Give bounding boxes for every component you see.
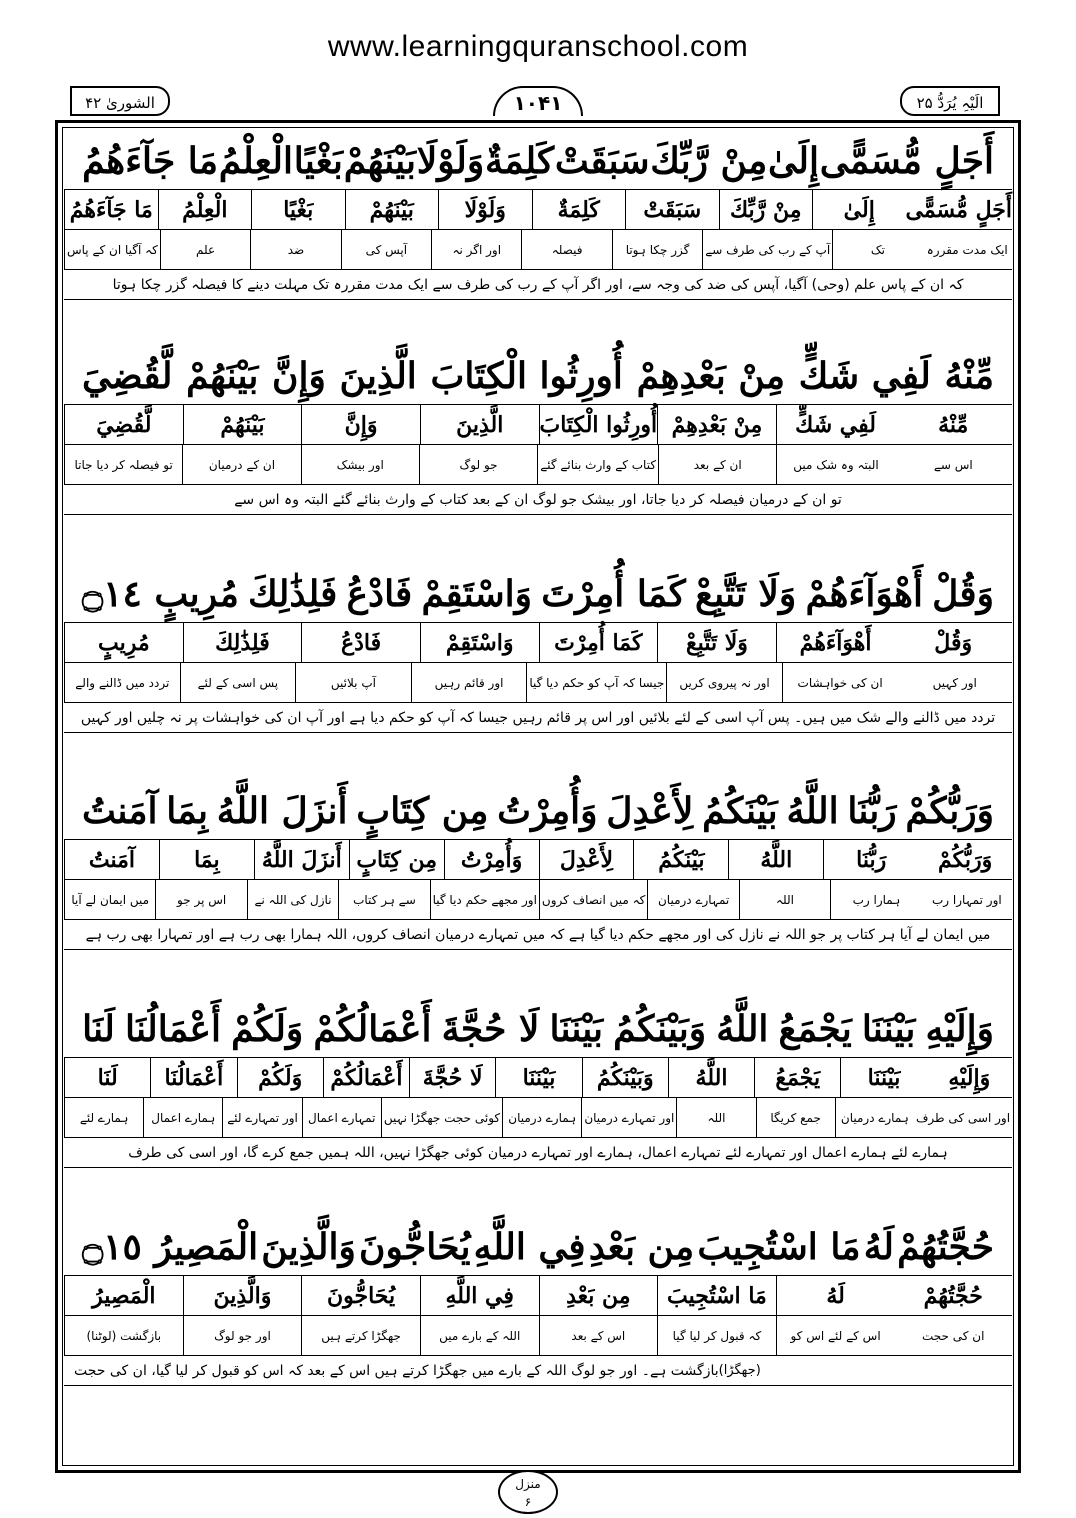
- meaning-cell: جھگڑا کرتے ہیں: [301, 1316, 420, 1355]
- meaning-cell: اور مجھے حکم دیا گیا: [430, 880, 539, 919]
- translation-line: [64, 485, 1012, 515]
- word-row: [64, 840, 1012, 880]
- word-row: [64, 623, 1012, 663]
- verse-word: بَيْنَهُمْ: [343, 139, 417, 182]
- meaning-cell: فیصلہ: [521, 230, 611, 269]
- meaning-cell: سے ہر کتاب: [338, 880, 429, 919]
- verse-word: أَجَلٍ مُّسَمًّى: [819, 139, 994, 182]
- verse-word: مِن بَعْدِ: [588, 1225, 695, 1268]
- word-cell: كَلِمَةٌ: [532, 190, 626, 229]
- meaning-cell: کوئی حجت جھگڑا نہیں: [381, 1098, 502, 1137]
- meaning-cell: ہمارے لئے: [64, 1098, 143, 1137]
- translation-line: [64, 703, 1012, 733]
- word-cell: فَادْعُ: [301, 623, 420, 662]
- verse-word: وَإِنَّ: [272, 354, 326, 397]
- verse-word: وَقُلْ: [932, 572, 994, 615]
- word-cell: الْعِلْمُ: [158, 190, 252, 229]
- verse-word: فَلِذَٰلِكَ: [248, 572, 338, 615]
- verse-word: حُجَّتُهُمْ: [897, 1225, 994, 1268]
- word-cell: وَلَكُمْ: [237, 1058, 323, 1097]
- word-cell: مِنْ بَعْدِهِمْ: [657, 405, 776, 444]
- verse-word: مِنْ بَعْدِهِمْ: [636, 354, 786, 397]
- verse-line: [64, 565, 1012, 623]
- meaning-cell: اس پر جو: [155, 880, 246, 919]
- meaning-cell: اور قائم رہیں: [411, 663, 527, 702]
- meaning-cell: اور تمہارے لئے: [222, 1098, 301, 1137]
- meaning-cell: آپ بلائیں: [295, 663, 411, 702]
- verse-line: [64, 1218, 1012, 1276]
- word-cell: يَجْمَعُ: [754, 1058, 840, 1097]
- translation-text: تو ان کے درمیان فیصلہ کر دیا جاتا، اور بیشک جو لوگ ان کے بعد کتاب کے وارث بنائے گئے البتہ وہ اس سے: [234, 491, 842, 508]
- word-cell: سَبَقَتْ: [625, 190, 719, 229]
- verse-word: مِنْ رَّبِّكَ: [650, 139, 768, 182]
- meaning-cell: کہ قبول کر لیا گیا: [657, 1316, 776, 1355]
- verse-word: الَّذِينَ: [339, 354, 417, 397]
- verse-word: فَادْعُ: [346, 572, 413, 615]
- verse-word: إِلَىٰ: [767, 139, 819, 182]
- meaning-cell: اور جو لوگ: [183, 1316, 302, 1355]
- verse-word: يُحَاجُّونَ: [359, 1225, 471, 1268]
- verse-word: بَيْنَنَا: [549, 1007, 604, 1050]
- word-cell: وَأُمِرْتُ: [444, 840, 539, 879]
- verse-word: أَعْمَالُكُمْ: [313, 1007, 432, 1050]
- verse-line: [64, 347, 1012, 405]
- word-cell: وَقُلْ: [934, 629, 973, 656]
- word-cell: حُجَّتُهُمْ: [923, 1282, 983, 1309]
- word-cell: رَبُّنَا: [823, 840, 918, 879]
- word-cell: مِنْ رَّبِّكَ: [719, 190, 813, 229]
- word-row: [64, 190, 1012, 230]
- word-cell: أَنزَلَ اللَّهُ: [254, 840, 349, 879]
- meaning-cell: اس کے بعد: [539, 1316, 658, 1355]
- verse-word: وَالَّذِينَ: [261, 1225, 356, 1268]
- word-cell: الْمَصِيرُ: [64, 1276, 183, 1315]
- verse-word: كَمَا أُمِرْتَ: [541, 572, 686, 615]
- verse-word: أَنزَلَ اللَّهُ: [216, 789, 348, 832]
- verse-word: وَاسْتَقِمْ: [421, 572, 533, 615]
- word-cell: أَعْمَالُكُمْ: [323, 1058, 409, 1097]
- verse-word: لَهُ: [863, 1225, 894, 1268]
- verse-word: وَرَبُّكُمْ: [905, 789, 994, 832]
- word-cell: كَمَا أُمِرْتَ: [539, 623, 658, 662]
- verse-word: مُرِيبٍ ۝١٤: [82, 572, 239, 615]
- verse-line: [64, 132, 1012, 190]
- verse-word: وَإِلَيْهِ: [925, 1007, 994, 1050]
- word-cell: أَجَلٍ مُّسَمًّى: [905, 196, 1012, 223]
- verse-word: رَبُّنَا: [847, 789, 897, 832]
- meaning-cell: اور نہ پیروی کریں: [666, 663, 782, 702]
- word-cell: الَّذِينَ: [420, 405, 539, 444]
- verse-word: أَهْوَآءَهُمْ: [805, 572, 923, 615]
- meaning-cell: ہمارے درمیان: [835, 1098, 914, 1137]
- word-cell: مِّنْهُ: [938, 411, 969, 438]
- verse-word: أُورِثُوا الْكِتَابَ: [430, 354, 623, 397]
- verse-word: لَنَا: [82, 1007, 115, 1050]
- meaning-cell: آپ کے رب کی طرف سے: [702, 230, 832, 269]
- verse-word: مَا جَآءَهُمُ: [82, 139, 219, 182]
- translation-line: [64, 1138, 1012, 1168]
- verse-word: لَّقُضِيَ: [82, 354, 173, 397]
- word-cell: أَهْوَآءَهُمْ: [776, 623, 895, 662]
- meaning-row: [64, 445, 1012, 485]
- meaning-cell: ہمارے درمیان: [502, 1098, 581, 1137]
- word-cell: إِلَىٰ: [812, 190, 906, 229]
- meaning-cell: اللہ: [739, 880, 830, 919]
- verse-word: يَجْمَعُ: [778, 1007, 852, 1050]
- site-url[interactable]: www.learningquranschool.com: [327, 30, 749, 63]
- meaning-cell: تو فیصلہ کر دیا جاتا: [64, 445, 182, 484]
- meaning-cell: تک: [832, 230, 922, 269]
- word-cell: لَهُ: [776, 1276, 895, 1315]
- meaning-cell: اور اگر نہ: [431, 230, 521, 269]
- meaning-cell: ان کے بعد: [658, 445, 776, 484]
- translation-line: [64, 920, 1012, 950]
- page-number: ۱۰۴۱: [493, 86, 583, 116]
- verse-word: لَفِي شَكٍّ: [798, 354, 931, 397]
- word-cell: لَا حُجَّةَ: [409, 1058, 495, 1097]
- meaning-cell: ان کے درمیان: [182, 445, 300, 484]
- meaning-cell: اس کے لئے اس کو: [776, 1316, 895, 1355]
- translation-text: تردد میں ڈالنے والے شک میں ہیں۔ پس آپ اسی کے لئے بلائیں اور اس پر قائم رہیں جیسا کہ آپ کو حکم دیا ہے اور آپ ان کی خواہشات پر نہ چلیں اور کہیں: [80, 709, 996, 726]
- word-cell: مَا جَآءَهُمُ: [64, 190, 158, 229]
- translation-text: ہمارے لئے ہمارے اعمال اور تمہارے لئے تمہارے اعمال، ہمارے اور تمہارے درمیان کوئی جھگڑا نہیں، اللہ ہمیں جمع کرے گا، اور اسی کی طرف: [128, 1144, 948, 1161]
- manzil-badge: [498, 1470, 558, 1514]
- word-cell: فِي اللَّهِ: [420, 1276, 539, 1315]
- translation-text: کہ ان کے پاس علم (وحی) آگیا، آپس کی ضد کی وجہ سے، اور اگر آپ کے رب کی طرف سے ایک مدت مقررہ تک مہلت دینے کا فیصلہ گزر چکا ہوتا: [112, 276, 964, 293]
- meaning-cell: ان کی خواہشات: [782, 663, 898, 702]
- word-cell: آمَنتُ: [64, 840, 159, 879]
- verse-word: اللَّهُ: [716, 1007, 769, 1050]
- word-cell: يُحَاجُّونَ: [301, 1276, 420, 1315]
- verse-word: بَيْنَنَا: [861, 1007, 916, 1050]
- word-cell: لِأَعْدِلَ: [539, 840, 634, 879]
- translation-text: بازگشت ہے۔ اور جو لوگ اللہ کے بارے میں جھگڑا کرتے ہیں اس کے بعد کہ اس کو قبول کر لیا گیا، ان کی حجت: [74, 1362, 719, 1379]
- word-cell: وَلَا تَتَّبِعْ: [657, 623, 776, 662]
- verse-line: [64, 782, 1012, 840]
- word-cell: وَرَبُّكُمْ: [938, 846, 993, 873]
- word-cell: لَنَا: [64, 1058, 150, 1097]
- meaning-cell: ایک مدت مقررہ: [926, 242, 1008, 257]
- word-cell: بَيْنَنَا: [840, 1058, 926, 1097]
- meaning-cell: البتہ وہ شک میں: [776, 445, 894, 484]
- verse-word: سَبَقَتْ: [554, 139, 650, 182]
- meaning-cell: علم: [160, 230, 250, 269]
- meaning-cell: نازل کی اللہ نے: [247, 880, 338, 919]
- meaning-cell: اللہ: [676, 1098, 755, 1137]
- verse-word: بَغْيًا: [293, 139, 343, 182]
- word-cell: فَلِذَٰلِكَ: [183, 623, 302, 662]
- word-cell: بِمَا: [159, 840, 254, 879]
- para-name-label: الَیْہِ یُرَدُّ ۲۵: [900, 86, 1000, 116]
- word-cell: مُرِيبٍ: [64, 623, 183, 662]
- word-cell: بَيْنَنَا: [495, 1058, 581, 1097]
- meaning-row: [64, 663, 1012, 703]
- verse-word: كَلِمَةٌ: [485, 139, 555, 182]
- meaning-cell: اللہ کے بارے میں: [420, 1316, 539, 1355]
- surah-name-label: الشوریٰ ۴۲: [70, 86, 170, 116]
- translation-line: [64, 270, 1012, 300]
- meaning-cell: جیسا کہ آپ کو حکم دیا گیا: [526, 663, 666, 702]
- meaning-cell: اور تمہارے درمیان: [581, 1098, 676, 1137]
- meaning-cell: تردد میں ڈالنے والے: [64, 663, 180, 702]
- verse-word: أَعْمَالُنَا: [124, 1007, 222, 1050]
- meaning-cell: اور کہیں: [932, 675, 977, 690]
- word-row: [64, 1058, 1012, 1098]
- verse-word: وَبَيْنَكُمُ: [613, 1007, 707, 1050]
- word-cell: اللَّهُ: [668, 1058, 754, 1097]
- translation-text: میں ایمان لے آیا ہر کتاب پر جو اللہ نے نازل کی اور مجھے حکم دیا گیا ہے کہ میں تمہارے درمیان انصاف کروں، اللہ ہمارا بھی رب ہے اور تمہارا بھی رب ہے: [85, 926, 991, 943]
- meaning-cell: اور اسی کی طرف: [915, 1110, 1011, 1125]
- word-cell: أَعْمَالُنَا: [150, 1058, 236, 1097]
- meaning-cell: کہ آگیا ان کے پاس: [64, 230, 160, 269]
- word-cell: أُورِثُوا الْكِتَابَ: [539, 405, 658, 444]
- verse-word: وَأُمِرْتُ: [497, 789, 598, 832]
- meaning-cell: گزر چکا ہوتا: [612, 230, 702, 269]
- word-cell: لَفِي شَكٍّ: [776, 405, 895, 444]
- meaning-cell: جمع کریگا: [756, 1098, 835, 1137]
- word-cell: مَا اسْتُجِيبَ: [657, 1276, 776, 1315]
- verse-word: بِمَا: [166, 789, 209, 832]
- translation-line: [64, 1356, 1012, 1386]
- verse-word: مِّنْهُ: [944, 354, 994, 397]
- word-cell: بَيْنَهُمْ: [183, 405, 302, 444]
- meaning-cell: آپس کی: [341, 230, 431, 269]
- meaning-cell: تمہارے اعمال: [302, 1098, 381, 1137]
- verse-word: اللَّهُ: [786, 789, 839, 832]
- word-cell: بَيْنَهُمْ: [345, 190, 439, 229]
- word-cell: مِن كِتَابٍ: [349, 840, 444, 879]
- verse-word: بَيْنَكُمُ: [702, 789, 778, 832]
- endnote-text: (جھگڑا): [718, 1363, 761, 1378]
- verse-word: وَلَوْلَا: [416, 139, 485, 182]
- meaning-cell: جو لوگ: [419, 445, 537, 484]
- word-cell: اللَّهُ: [728, 840, 823, 879]
- word-cell: بَيْنَكُمُ: [633, 840, 728, 879]
- word-cell: وَإِنَّ: [301, 405, 420, 444]
- meaning-cell: کہ میں انصاف کروں: [539, 880, 648, 919]
- word-cell: وَاسْتَقِمْ: [420, 623, 539, 662]
- word-cell: وَبَيْنَكُمُ: [582, 1058, 668, 1097]
- word-cell: وَالَّذِينَ: [183, 1276, 302, 1315]
- meaning-cell: بازگشت (لوٹنا): [64, 1316, 183, 1355]
- word-cell: وَإِلَيْهِ: [948, 1064, 991, 1091]
- meaning-cell: کتاب کے وارث بنائے گئے: [537, 445, 658, 484]
- verse-word: لَا حُجَّةَ: [441, 1007, 540, 1050]
- meaning-row: [64, 230, 1012, 270]
- verse-word: فِي اللَّهِ: [473, 1225, 586, 1268]
- verse-word: لِأَعْدِلَ: [606, 789, 694, 832]
- manzil-label: منزل: [515, 1477, 541, 1491]
- meaning-cell: ضد: [250, 230, 340, 269]
- verse-word: آمَنتُ: [82, 789, 158, 832]
- meaning-row: [64, 1316, 1012, 1356]
- meaning-row: [64, 1098, 1012, 1138]
- meaning-row: [64, 880, 1012, 920]
- meaning-cell: تمہارے درمیان: [647, 880, 738, 919]
- meaning-cell: اس سے: [933, 457, 973, 472]
- word-cell: مِن بَعْدِ: [539, 1276, 658, 1315]
- verse-word: وَلَكُمْ: [231, 1007, 304, 1050]
- meaning-cell: پس اسی کے لئے: [180, 663, 296, 702]
- meaning-cell: ان کی حجت: [921, 1328, 985, 1343]
- word-row: [64, 1276, 1012, 1316]
- verse-word: الْمَصِيرُ ۝١٥: [82, 1225, 259, 1268]
- meaning-cell: ہمارا رب: [830, 880, 921, 919]
- verse-word: مِن كِتَابٍ: [356, 789, 489, 832]
- word-row: [64, 405, 1012, 445]
- meaning-cell: ہمارے اعمال: [143, 1098, 222, 1137]
- meaning-cell: میں ایمان لے آیا: [64, 880, 155, 919]
- verse-line: [64, 1000, 1012, 1058]
- word-cell: وَلَوْلَا: [438, 190, 532, 229]
- word-cell: بَغْيًا: [251, 190, 345, 229]
- verse-word: الْعِلْمُ: [218, 139, 293, 182]
- meaning-cell: اور بیشک: [301, 445, 419, 484]
- word-cell: لَّقُضِيَ: [64, 405, 183, 444]
- verse-word: وَلَا تَتَّبِعْ: [694, 572, 797, 615]
- manzil-number: ۶: [524, 1495, 532, 1509]
- verse-word: مَا اسْتُجِيبَ: [697, 1225, 861, 1268]
- verse-word: بَيْنَهُمْ: [186, 354, 259, 397]
- meaning-cell: اور تمہارا رب: [931, 892, 1002, 907]
